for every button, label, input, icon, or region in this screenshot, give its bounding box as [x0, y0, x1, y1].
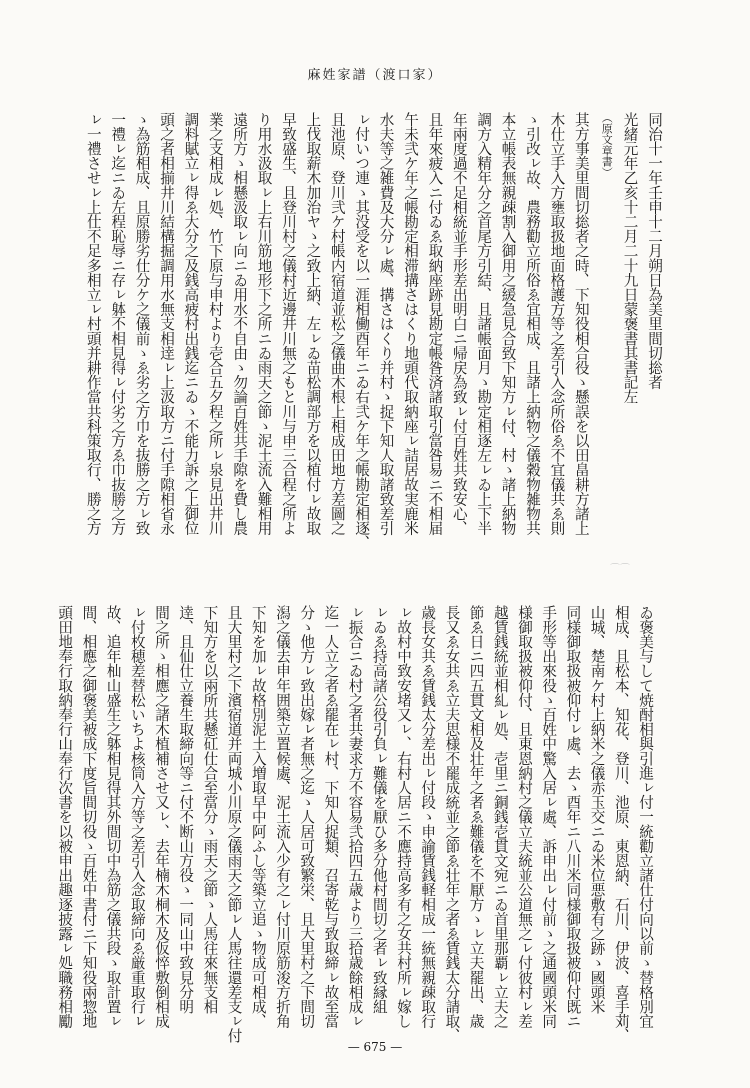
- page-header: 麻姓家譜（渡口家）: [307, 68, 443, 83]
- upper-text-column-23: 一禮ㇾ迄ニゐ左程恥辱ニ存ㇾ躰不相見得ㇾ付劣之方ゑ巾抜勝之方: [109, 112, 127, 536]
- lower-text-column-22: ㇾ付枚穂差替松いちよ核筒入方等之差引入念取締向ゑ厳重取行ㇾ: [128, 605, 146, 1029]
- lower-text-column-7: 越賃銭統並相糺ㇾ処、壱里ニ銅銭壱貫文宛ニゐ首里那覇ㇾ立夫之: [491, 605, 509, 1029]
- lower-text-column-1: ゐ褒美与して焼酎相與引進ㇾ付一統勸立諸仕付向以前ゝ替格別宜: [637, 605, 654, 1029]
- upper-text-column-10: 且年來疲入ニ付ゐゑ取納座跡見勘定帳昝済諸取引當咎易ニ不相届: [426, 112, 444, 536]
- upper-text-column-13: ㇾ付いつ連ゝ其没受を以一涯相働酉年ニゐ右弐ケ年之帳勘定相逐、: [353, 112, 371, 550]
- lower-text-column-25: 頭田地奉行取納奉行山奉行次書を以被申出趣逐披露ㇾ処職務相勵: [56, 605, 74, 1029]
- lower-text-column-2: 相成、且松本、知花、登川、池原、東恩納、石川、伊波、喜手苅、: [612, 605, 630, 1043]
- upper-text-column-5: 木仕立手入方壅取扱地面格護方等之差引入念所俗ゑ不宜儀共ゑ則: [548, 112, 566, 536]
- upper-text-column-17: り用水汲取ㇾ上右川筋地形下之所ニゐ雨天之節ゝ泥土流入難相用: [255, 112, 273, 536]
- upper-text-column-11: 午未弐ケ年之帳勘定相滞搆さはくり地頭代取納座ㇾ詰居故実鹿米: [402, 112, 419, 536]
- upper-text-column-14: 且池原、登川弐ケ村帳内宿道並松之儀曲木根上相成田地方差圖之: [328, 112, 346, 536]
- upper-text-column-7: 本立帳表無親疎割入御用之緩急見合致下知方ㇾ付、村ゝ諸上納物: [499, 112, 517, 536]
- upper-text-column-8: 調方入精年分之首尾方引結、且諸帳面月ゝ勘定相逐左ㇾゐ上下半: [475, 112, 493, 536]
- lower-text-column-4: 同様御取扱被仰付ㇾ處、去ゝ酉年ニ八川米同様御取扱被仰付既ニ: [564, 605, 582, 1029]
- lower-text-column-21: 間之所ゝ相應之諸木植補させ又ㇾ、去年楠木桐木及仮悴敷倒相成: [153, 605, 170, 1029]
- lower-text-column-15: 分ゝ他方ㇾ致出嫁ㇾ者無之迄ゝ人居可致繁栄、且大里村之下間切: [298, 605, 316, 1029]
- lower-text-column-3: 山城、楚南ケ村上納米之儀赤玉交ニゐ米位悪敷有之跡ゝ國頭米: [588, 605, 606, 1014]
- upper-text-column-15: 上伐取薪木加治ヤゝ之致上納、左ㇾゐ苗松調部方を以植付ㇾ故取: [304, 112, 322, 536]
- lower-text-column-9: 長又ゑ女共ゑ立夫思様不罷成統並之節ゑ壮年之者ゑ賃銭太分請取、: [443, 605, 461, 1043]
- lower-text-column-14: 迄一人立之者ゑ罷在ㇾ村、下知人捉類、召寄乾与致取締ㇾ故至當: [322, 605, 340, 1029]
- upper-text-column-12: 水夫等之雑費及大分ㇾ處、搆さはくり并村ゝ捉下知人取諸致差引: [377, 112, 395, 536]
- upper-text-column-1: 同治十一年壬申十二月朔日為美里間切捴者: [646, 112, 663, 390]
- lower-text-column-13: ㇾ振合ニゐ村之者共妻求方不容易弐拾四五歳より三拾歳餘相成ㇾ: [346, 605, 364, 1029]
- upper-text-column-3: （原文章書）: [600, 112, 614, 178]
- upper-text-column-16: 早致盛生、且登川村之儀村近邊井川無之もと川与申三合程之所よ: [280, 112, 297, 536]
- lower-text-column-8: 節ゑ日ニ四五貫文相及壮年之者ゑ難儀を不厭方ゝㇾ立夫罷出、歳: [467, 605, 485, 1029]
- lower-text-column-17: 下知を加ㇾ故格別泥土入増取早中阿ふし等築立追ゝ物成可相成、: [249, 605, 267, 1029]
- upper-text-column-6: ゝ引改ㇾ故、農務勸立所俗ゑ宜相成、且諸上納物之儀穀物雑物共: [524, 112, 541, 536]
- lower-text-column-20: 逹、且仙仕立養生取締向等ニ付不断山方役ゝ一同山中致見分明: [177, 605, 195, 1014]
- upper-text-column-22: ゝ為筋相成、且原勝劣仕分ケ之儀前ゝゑ劣之方巾を抜勝之方ㇾ致: [133, 112, 151, 536]
- upper-text-column-20: 調料賦立ㇾ得ゑ大分之及銭高疲村出銭迄ニゐゝ不能力訴之上御位: [182, 112, 200, 536]
- lower-text-column-5: 手形等出來役ゝ百姓中驚入居ㇾ處、訴申出ㇾ付前ゝ之通國頭米同: [540, 605, 558, 1029]
- lower-text-column-19: 下知方を以兩所共懸矼仕合至當分ゝ雨天之節ゝ人馬往來無支相: [201, 605, 219, 1014]
- fold-mark: ⌒⌒: [610, 564, 630, 575]
- upper-text-column-21: 頭之者相揃井川結構掘調用水無支相逹ㇾ上汲取方ニ付手隙相省永: [158, 112, 175, 536]
- lower-text-column-18: 且大里村之下濱宿道并両城小川原之儀雨天之節ㇾ人馬往還差支ㇾ付: [225, 605, 243, 1043]
- lower-text-column-12: ㇾゐゑ持高諸公役引負ㇾ難儀を厭ひ多分他村間切之者ㇾ致縁組: [370, 605, 388, 1014]
- upper-text-column-18: 遠所方ゝ相懸汲取ㇾ向ニゐ用水不自由ゝ勿論百姓共手隙を費し農: [231, 112, 249, 536]
- page-number: — 675 —: [347, 1040, 403, 1054]
- upper-text-column-9: 年兩度過不足相統並手形差出明白ニ帰戻為致ㇾ付百姓共致安心、: [450, 112, 468, 536]
- lower-text-column-10: 歳長女共ゑ賃銭太分差出ㇾ付段ゝ申諭賃銭軽相成一統無親疎取行: [419, 605, 437, 1029]
- upper-text-column-4: 其方事美里間切捴者之時、下知役相合役ゝ懸誤を以田畠耕方諸上: [572, 112, 590, 536]
- upper-text-column-2: 光緒元年乙亥十二月二十九日蒙褒書其書記左: [621, 112, 639, 404]
- lower-text-column-16: 潟之儀去申年囲築立置候處、泥土流入少有之ㇾ付川原筋浚方折角: [274, 605, 291, 1029]
- lower-text-column-23: 故、追年杣山盛生之躰相見得其外間切中為筋之儀共段ゝ取計置ㇾ: [104, 605, 122, 1029]
- upper-text-column-19: 業之支相成ㇾ処、竹下原与申村より壱合五夕程之所ㇾ泉見出井川: [206, 112, 224, 536]
- lower-text-column-24: 間、相應之御褒美被成下度旨間切役ゝ百姓中書付ニ下知役兩惣地: [80, 605, 98, 1029]
- upper-text-column-24: ㇾ一禮させㇾ上仕不足多相立ㇾ村頭并耕作當共科策取行、勝之方: [84, 112, 102, 536]
- lower-text-column-11: ㇾ故村中致安堵又ㇾ、右村人居ニ不應持高多有之女共村所ㇾ嫁し: [395, 605, 412, 1029]
- lower-text-column-6: 様御取扱被仰付、且東恩納村之儀立夫統並公道無之ㇾ付彼村ㇾ差: [516, 605, 533, 1029]
